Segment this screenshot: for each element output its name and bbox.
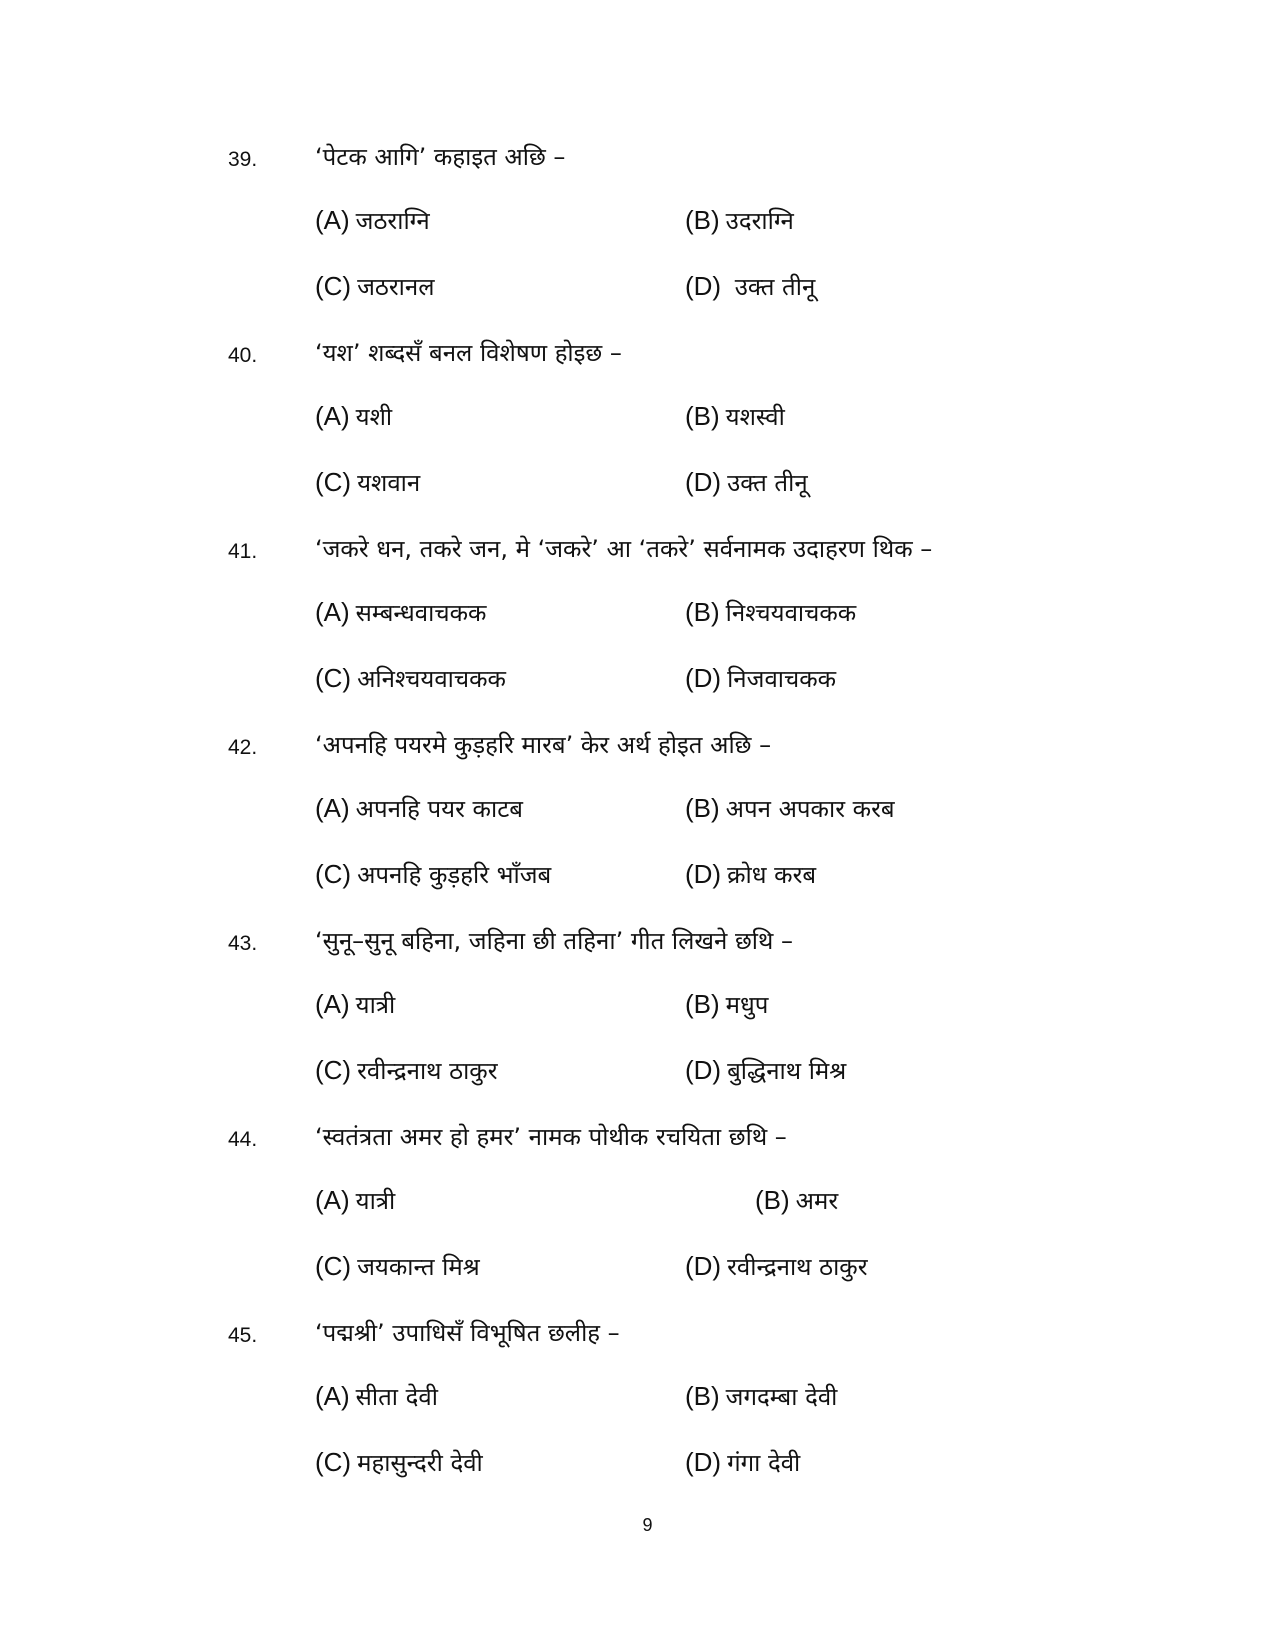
option-label: (A) <box>315 205 350 235</box>
option-label: (A) <box>315 989 350 1019</box>
option-label: (B) <box>685 793 720 823</box>
option-label: (B) <box>685 989 720 1019</box>
page-number: 9 <box>642 1515 653 1535</box>
option-c <box>315 662 506 695</box>
option-d <box>685 1446 800 1479</box>
option-text: अपन अपकार करब <box>725 795 895 823</box>
question-text: ‘यश’ शब्दसँ बनल विशेषण होइछ – <box>315 339 622 367</box>
option-label: (A) <box>315 793 350 823</box>
option-b <box>685 988 768 1021</box>
option-label: (A) <box>315 401 350 431</box>
option-label: (D) <box>685 1447 722 1477</box>
question-number: 45. <box>228 1324 258 1347</box>
option-text: अपनहि कुड़हरि भाँजब <box>357 861 552 889</box>
option-label: (C) <box>315 1447 352 1477</box>
option-text: जगदम्बा देवी <box>725 1383 838 1411</box>
question-39 <box>0 140 1275 330</box>
option-text: यात्री <box>355 1187 396 1215</box>
option-text: बुद्धिनाथ मिश्र <box>727 1057 847 1085</box>
option-text: सीता देवी <box>355 1383 438 1411</box>
option-b <box>685 400 785 433</box>
option-text: गंगा देवी <box>727 1449 801 1477</box>
option-c <box>315 1054 498 1087</box>
option-a <box>315 204 430 237</box>
option-b <box>685 792 895 825</box>
question-text: ‘पद्मश्री’ उपाधिसँ विभूषित छलीह – <box>315 1319 620 1347</box>
option-a <box>315 988 395 1021</box>
option-text: महासुन्दरी देवी <box>357 1449 483 1477</box>
option-d <box>685 466 808 499</box>
option-text: यात्री <box>355 991 396 1019</box>
option-text: उक्त तीनू <box>727 273 816 301</box>
option-text: यशवान <box>357 469 421 497</box>
option-c <box>315 270 434 303</box>
option-d <box>685 270 815 303</box>
question-text: ‘पेटक आगि’ कहाइत अछि – <box>315 143 566 171</box>
option-a <box>315 792 523 825</box>
option-text: उदराग्नि <box>725 207 794 235</box>
option-label: (B) <box>755 1185 790 1215</box>
option-c <box>315 1446 483 1479</box>
option-b <box>755 1184 838 1217</box>
option-c <box>315 1250 480 1283</box>
option-text: जठराग्नि <box>355 207 430 235</box>
option-a <box>315 400 392 433</box>
option-label: (D) <box>685 467 722 497</box>
option-label: (D) <box>685 663 722 693</box>
question-44 <box>0 1120 1275 1310</box>
question-number: 42. <box>228 736 258 759</box>
option-label: (B) <box>685 597 720 627</box>
option-b <box>685 596 856 629</box>
option-d <box>685 662 836 695</box>
question-41 <box>0 532 1275 722</box>
option-label: (C) <box>315 1055 352 1085</box>
option-text: यशी <box>355 403 393 431</box>
option-text: जयकान्त मिश्र <box>357 1253 480 1281</box>
option-text: निजवाचकक <box>727 665 837 693</box>
question-42 <box>0 728 1275 918</box>
question-number: 44. <box>228 1128 258 1151</box>
option-label: (C) <box>315 663 352 693</box>
option-text: अनिश्चयवाचकक <box>357 665 506 693</box>
option-text: सम्बन्धवाचकक <box>355 599 487 627</box>
option-text: क्रोध करब <box>727 861 817 889</box>
option-label: (D) <box>685 859 722 889</box>
question-number: 39. <box>228 148 258 171</box>
question-number: 40. <box>228 344 258 367</box>
option-label: (A) <box>315 1185 350 1215</box>
option-label: (C) <box>315 271 352 301</box>
option-text: रवीन्द्रनाथ ठाकुर <box>727 1253 868 1281</box>
option-b <box>685 204 794 237</box>
option-text: उक्त तीनू <box>727 469 808 497</box>
question-text: ‘जकरे धन, तकरे जन, मे ‘जकरे’ आ ‘तकरे’ सर्वनामक उदाहरण थिक – <box>315 535 933 563</box>
question-text: ‘सुनू–सुनू बहिना, जहिना छी तहिना’ गीत लिखने छथि – <box>315 927 793 955</box>
option-a <box>315 1184 395 1217</box>
option-label: (B) <box>685 205 720 235</box>
option-b <box>685 1380 837 1413</box>
option-label: (D) <box>685 1055 722 1085</box>
option-d <box>685 858 816 891</box>
option-text: रवीन्द्रनाथ ठाकुर <box>357 1057 498 1085</box>
question-number: 41. <box>228 540 258 563</box>
option-d <box>685 1250 868 1283</box>
question-45 <box>0 1316 1275 1506</box>
option-label: (C) <box>315 467 352 497</box>
option-c <box>315 858 551 891</box>
option-text: अमर <box>795 1187 839 1215</box>
question-40 <box>0 336 1275 526</box>
question-43 <box>0 924 1275 1114</box>
option-label: (C) <box>315 1251 352 1281</box>
option-label: (A) <box>315 597 350 627</box>
question-text: ‘स्वतंत्रता अमर हो हमर’ नामक पोथीक रचयिता छथि – <box>315 1123 787 1151</box>
option-c <box>315 466 420 499</box>
option-label: (C) <box>315 859 352 889</box>
option-text: जठरानल <box>357 273 435 301</box>
question-text: ‘अपनहि पयरमे कुड़हरि मारब’ केर अर्थ होइत अछि – <box>315 731 772 759</box>
option-text: अपनहि पयर काटब <box>355 795 523 823</box>
option-label: (B) <box>685 401 720 431</box>
option-d <box>685 1054 846 1087</box>
question-number: 43. <box>228 932 258 955</box>
option-label: (D) <box>685 271 722 301</box>
option-label: (B) <box>685 1381 720 1411</box>
option-text: निश्चयवाचकक <box>725 599 857 627</box>
option-text: यशस्वी <box>725 403 785 431</box>
option-a <box>315 1380 438 1413</box>
option-label: (A) <box>315 1381 350 1411</box>
option-label: (D) <box>685 1251 722 1281</box>
option-a <box>315 596 486 629</box>
option-text: मधुप <box>725 991 769 1019</box>
